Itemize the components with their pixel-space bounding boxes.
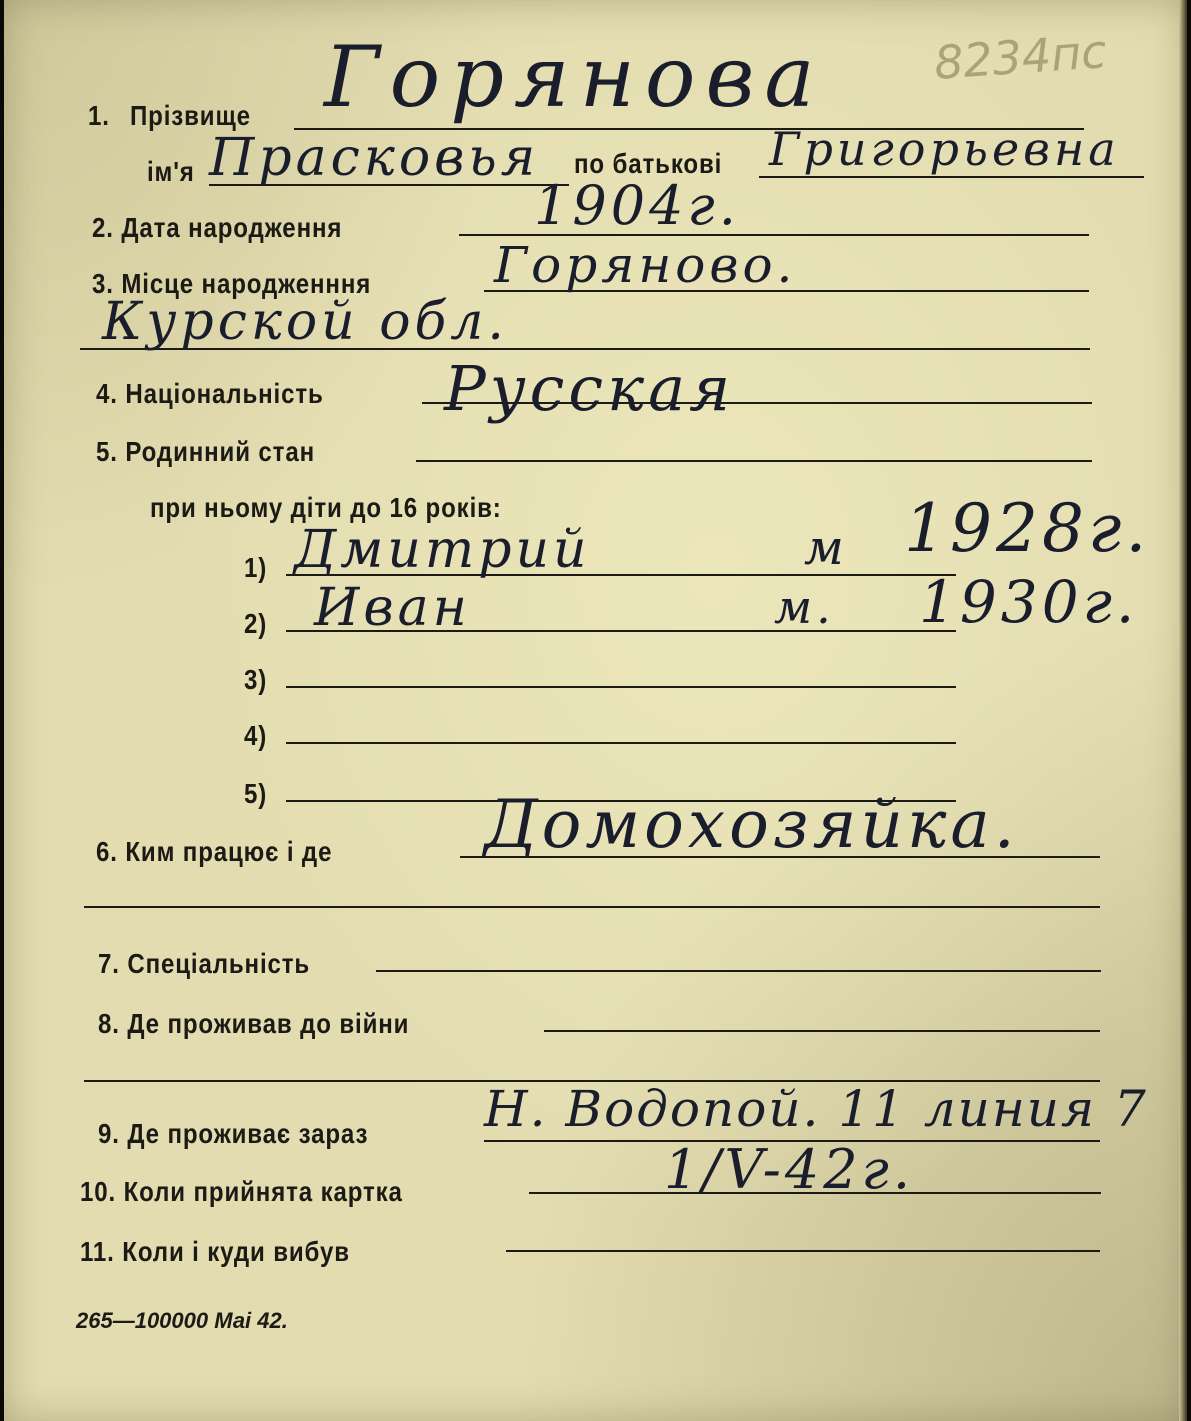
card-edge: [1179, 0, 1187, 1421]
specialty-line: [376, 970, 1101, 972]
child-2-number: 2): [244, 608, 268, 639]
marital-status-line: [416, 460, 1092, 462]
field-9-current-residence-label: 9. Де проживає зараз: [98, 1118, 369, 1149]
field-7-specialty-label: 7. Спеціальність: [98, 948, 311, 979]
field-10-card-accepted-label: 10. Коли прийнята картка: [80, 1176, 403, 1207]
card-accepted-value: 1/V-42г.: [664, 1138, 915, 1201]
record-number: 8234пс: [932, 24, 1109, 90]
surname-value: Горянова: [324, 28, 825, 126]
departure-line: [506, 1250, 1100, 1252]
child-1-name: Дмитрий: [294, 520, 591, 580]
occupation-line-2: [84, 906, 1100, 908]
child-3-number: 3): [244, 664, 268, 695]
child-4-number: 4): [244, 720, 268, 751]
birth-date-value: 1904г.: [534, 174, 740, 237]
birth-place-value-1: Горяново.: [494, 236, 797, 294]
patronymic-label: по батькові: [574, 148, 723, 179]
patronymic-line: [759, 176, 1144, 178]
child-5-number: 5): [244, 778, 268, 809]
prewar-residence-line-1: [544, 1030, 1100, 1032]
first-name-value: Прасковья: [209, 128, 540, 188]
child-2-sex: м.: [774, 580, 835, 634]
current-residence-value: Н. Водопой. 11 линия 7: [484, 1080, 1148, 1138]
first-name-label: ім'я: [147, 156, 195, 187]
nationality-value: Русская: [444, 352, 735, 425]
field-3-birth-place-label: 3. Місце народженння: [92, 268, 372, 299]
child-2-year: 1930г.: [919, 568, 1139, 636]
patronymic-value: Григорьевна: [769, 122, 1120, 176]
child-1-year: 1928г.: [904, 490, 1151, 567]
child-2-name: Иван: [314, 578, 471, 638]
field-2-birth-date-label: 2. Дата народження: [92, 212, 343, 243]
field-6-occupation-label: 6. Ким працює і де: [96, 836, 333, 867]
child-1-number: 1): [244, 552, 268, 583]
registration-card: [4, 0, 1187, 1421]
printer-mark: 265—100000 Маі 42.: [76, 1308, 288, 1333]
child-4-line: [286, 742, 956, 744]
child-1-sex: м: [804, 520, 848, 576]
children-label: при ньому діти до 16 років:: [150, 492, 502, 523]
field-1-surname-label: Прізвище: [130, 100, 251, 131]
field-4-nationality-label: 4. Національність: [96, 378, 324, 409]
birth-place-value-2: Курской обл.: [102, 292, 508, 352]
child-3-line: [286, 686, 956, 688]
field-8-prewar-residence-label: 8. Де проживав до війни: [98, 1008, 410, 1039]
field-1-number: 1.: [88, 100, 110, 131]
occupation-value: Домохозяйка.: [484, 786, 1019, 863]
field-11-departure-label: 11. Коли і куди вибув: [80, 1236, 350, 1267]
field-5-marital-status-label: 5. Родинний стан: [96, 436, 315, 467]
